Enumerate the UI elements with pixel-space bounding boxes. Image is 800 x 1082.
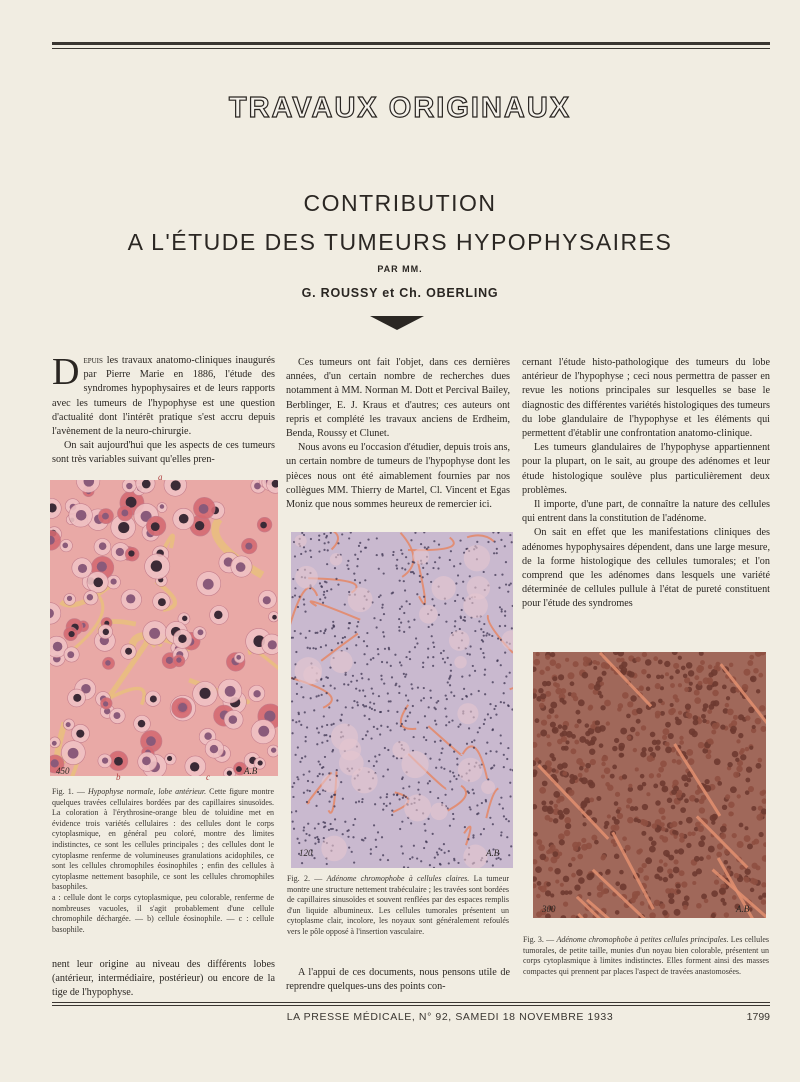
section-heading: TRAVAUX ORIGINAUX — [228, 92, 572, 124]
article-title-line2: A L'ÉTUDE DES TUMEURS HYPOPHYSAIRES — [127, 229, 673, 255]
top-rule — [52, 42, 770, 45]
artist-signature: A.B — [486, 848, 500, 858]
paragraph: On sait en effet que les manifestations cliniques des adénomes hypophysaires dépendent, dans une large mesure, de la forme histologique des cellules tumorales; et l'on comprend que les adénomes dans lesquels une variété déterminée de cellules pullule à l'état de pureté constituent pour l'étude des syndromes — [522, 527, 770, 610]
paragraph: Les tumeurs glandulaires de l'hypophyse appartiennent pour la plupart, on le sait, au groupe des adénomes et leur étude histologique soulève plus particulièrement deux problèmes. — [522, 442, 770, 496]
paragraph-text: les travaux anatomo-cliniques inaugurés par Pierre Marie en 1886, l'étude des syndromes hypophysaires et de leurs rapports avec les tumeurs de l'hypophyse est une question d'actualité dont l'intérêt pratique s'est accru depuis l'avènement de la neuro-chirurgie. — [52, 355, 275, 438]
column-1-bottom — [52, 958, 275, 1001]
paragraph: Ces tumeurs ont fait l'objet, dans ces dernières années, d'un certain nombre de recherches dues notamment à MM. Norman M. Dott et Percival Bailey, Berblinger, E. J. Kraus et d'autres; ces auteurs ont repris et complété les travaux anciens de Erdheim, Benda, Roussy et Clunet. — [286, 357, 510, 440]
paragraph: nent leur origine au niveau des différents lobes (antérieur, intermédiaire, postérieur) ou encore de la tige de l'hypophyse. — [52, 959, 275, 999]
magnification-label: 300 — [542, 904, 556, 914]
paragraph: Nous avons eu l'occasion d'étudier, depuis trois ans, un certain nombre de tumeurs de l'hypophyse dont les pièces nous ont été aimablement fournies par nos collègues MM. Thierry de Martel, Cl. Vincent et Egas Moniz que nous sommes heureux de remercier ici. — [286, 442, 510, 511]
paragraph: Il importe, d'une part, de connaître la nature des cellules qui entrent dans la constitution de l'adénome. — [522, 499, 770, 525]
figure-1-caption: Fig. 1. — Hypophyse normale, lobe antérieur. Cette figure montre quelques travées cellulaires bordées par des capillaires sinusoïdes. La coloration à l'érythrosine-orange bleu de toluidine met en évidence trois variétés cellulaires : des cellules dont le corps cytoplasmique, en général peu coloré, montre des limites indistinctes, ce sont les cellules principales ; des cellules dont le cytoplasme renferme de volumineuses granulations acidophiles, ce sont les cellules chromophiles éosinophiles ; enfin des cellules à cytoplasme nettement basophile, ce sont les cellules chromophiles basophiles. a : cellule dont le corps cytoplasmique, peu colorable, renferme de nombreuses vacuoles, il s'agit probablement d'une cellule chromophile déchargée. — b) cellule éosinophile. — c : cellule basophile. — [52, 787, 274, 934]
drop-cap: D — [52, 351, 80, 393]
paragraph: cernant l'étude histo-pathologique des tumeurs du lobe antérieur de l'hypophyse ; ceci nous permettra de passer en revue les notions principales sur lesquelles se base le diagnostic des différentes variétés histologiques des tumeurs du lobe glandulaire de l'hypophyse et les éléments qui permettent d'établir une confrontation anatomo-clinique. — [522, 357, 770, 440]
by-line: PAR MM. — [377, 264, 423, 274]
figure-2-caption: Fig. 2. — Adénome chromophobe à cellules claires. La tumeur montre une structure nettement trabéculaire ; les travées sont bordées de capillaires sinusoïdes et souvent renflées par des espaces remplis d'un liquide albumineux. Les cellules tumorales présentent un cytoplasme clair, incolore, les noyaux sont généralement refoulés vers le pôle opposé à l'insertion vasculaire. — [287, 874, 509, 936]
column-1-top — [52, 351, 275, 468]
micrograph-fig3 — [533, 652, 766, 918]
down-arrow-icon — [370, 316, 424, 330]
small-caps-word: epuis — [83, 355, 103, 366]
paragraph: A l'appui de ces documents, nous pensons utile de reprendre quelques-uns des points con- — [286, 967, 510, 993]
column-2-top — [286, 356, 510, 512]
fig-letter: a — [158, 472, 163, 482]
journal-footer: LA PRESSE MÉDICALE, N° 92, SAMEDI 18 NOVEMBRE 1933 — [286, 1011, 614, 1023]
column-2-bottom — [286, 966, 510, 994]
magnification-label: 120 — [299, 848, 313, 858]
fig-letter: c — [206, 772, 210, 782]
figure-2-micrograph — [291, 532, 513, 868]
paragraph — [52, 351, 275, 439]
figure-1-micrograph — [50, 480, 278, 776]
figure-3-caption: Fig. 3. — Adénome chromophobe à petites cellules principales. Les cellules tumorales, de petite taille, munies d'un noyau bien colorable, présentent un corps cytoplasmique à limites indistinctes. Elles forment ainsi des masses compactes qui prennent par places l'aspect de travées anastomosées. — [523, 935, 770, 976]
fig-letter: b — [116, 772, 121, 782]
paragraph: On sait aujourd'hui que les aspects de ces tumeurs sont très variables suivant qu'elles pren- — [52, 440, 275, 466]
footer-rule — [52, 1002, 770, 1003]
artist-signature: A.B — [736, 904, 750, 914]
figure-3-micrograph — [533, 652, 766, 918]
authors: G. ROUSSY et Ch. OBERLING — [301, 286, 499, 300]
page-number: 1799 — [746, 1011, 770, 1023]
magnification-label: 450 — [56, 766, 70, 776]
micrograph-fig2 — [291, 532, 513, 868]
column-3-top — [522, 356, 770, 612]
article-title-line1: CONTRIBUTION — [303, 190, 497, 216]
footer-rule-thin — [52, 1005, 770, 1006]
micrograph-fig1 — [50, 480, 278, 776]
top-rule-thin — [52, 48, 770, 49]
artist-signature: A.B — [244, 766, 258, 776]
